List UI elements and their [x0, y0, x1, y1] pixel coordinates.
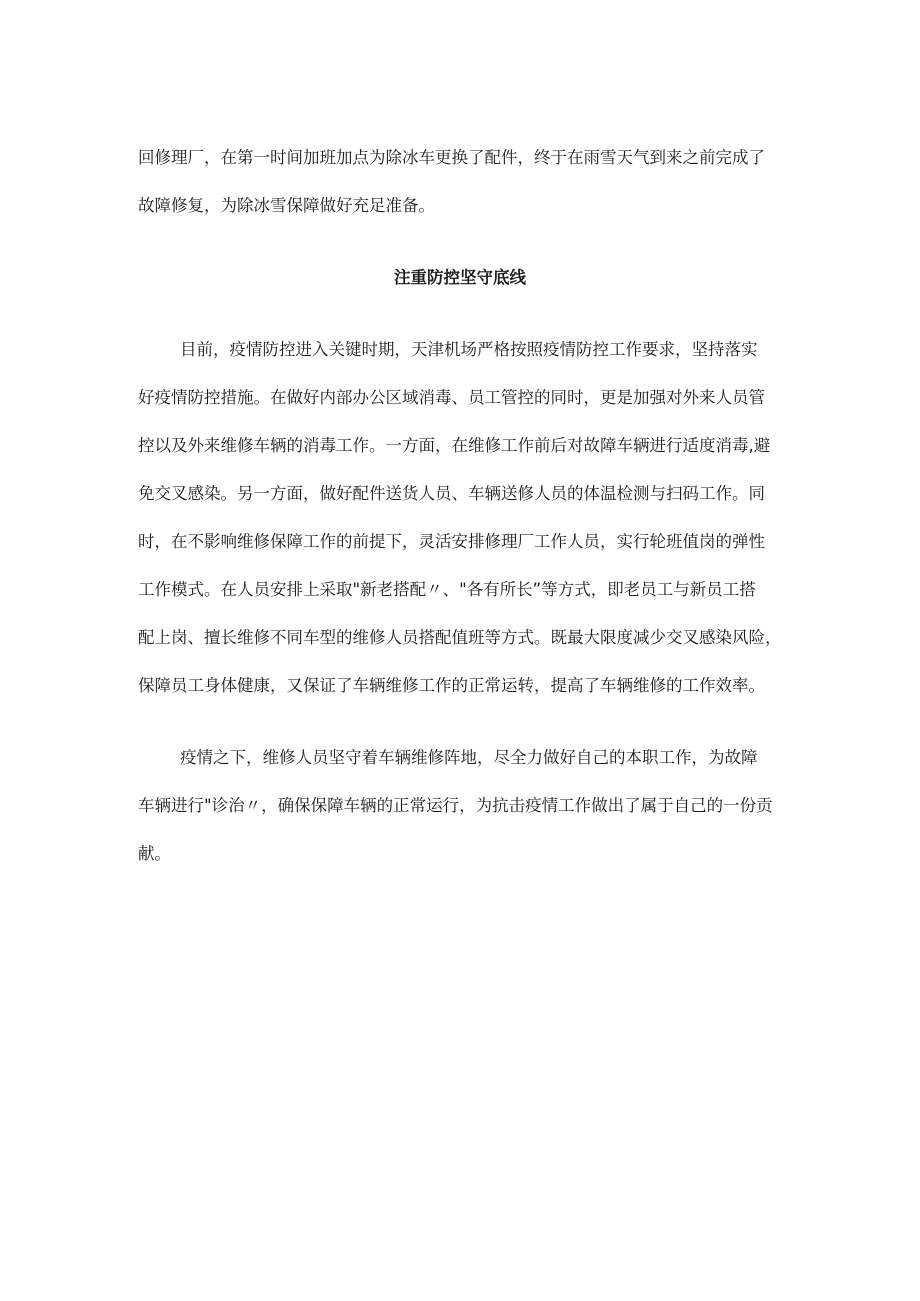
paragraph2-line-1: 疫情之下，维修人员坚守着车辆维修阵地，尽全力做好自己的本职工作，为故障	[180, 748, 758, 767]
paragraph1-line-3: 控以及外来维修车辆的消毒工作。一方面，在维修工作前后对故障车辆进行适度消毒,避	[138, 436, 771, 455]
paragraph1-line-5: 时，在不影响维修保障工作的前提下，灵活安排修理厂工作人员，实行轮班值岗的弹性	[138, 532, 765, 551]
intro-line-2: 故障修复，为除冰雪保障做好充足准备。	[138, 196, 435, 215]
paragraph1-line-7: 配上岗、擅长维修不同车型的维修人员搭配值班等方式。既最大限度减少交叉感染风险，	[138, 628, 782, 647]
paragraph2-line-2: 车辆进行"诊治〃，确保保障车辆的正常运行，为抗击疫情工作做出了属于自己的一份贡	[138, 796, 773, 815]
intro-line-1: 回修理厂，在第一时间加班加点为除冰车更换了配件，终于在雨雪天气到来之前完成了	[138, 148, 765, 167]
paragraph2-line-3: 献。	[138, 844, 171, 863]
paragraph1-line-2: 好疫情防控措施。在做好内部办公区域消毒、员工管控的同时，更是加强对外来人员管	[138, 388, 765, 407]
paragraph1-line-1: 目前，疫情防控进入关键时期，天津机场严格按照疫情防控工作要求，坚持落实	[180, 340, 758, 359]
paragraph1-line-6: 工作模式。在人员安排上采取"新老搭配〃、"各有所长”等方式，即老员工与新员工搭	[138, 580, 756, 599]
paragraph1-line-4: 免交叉感染。另一方面，做好配件送货人员、车辆送修人员的体温检测与扫码工作。同	[138, 484, 765, 503]
paragraph1-line-8: 保障员工身体健康，又保证了车辆维修工作的正常运转，提高了车辆维修的工作效率。	[138, 676, 765, 695]
section-heading: 注重防控坚守底线	[394, 268, 526, 287]
